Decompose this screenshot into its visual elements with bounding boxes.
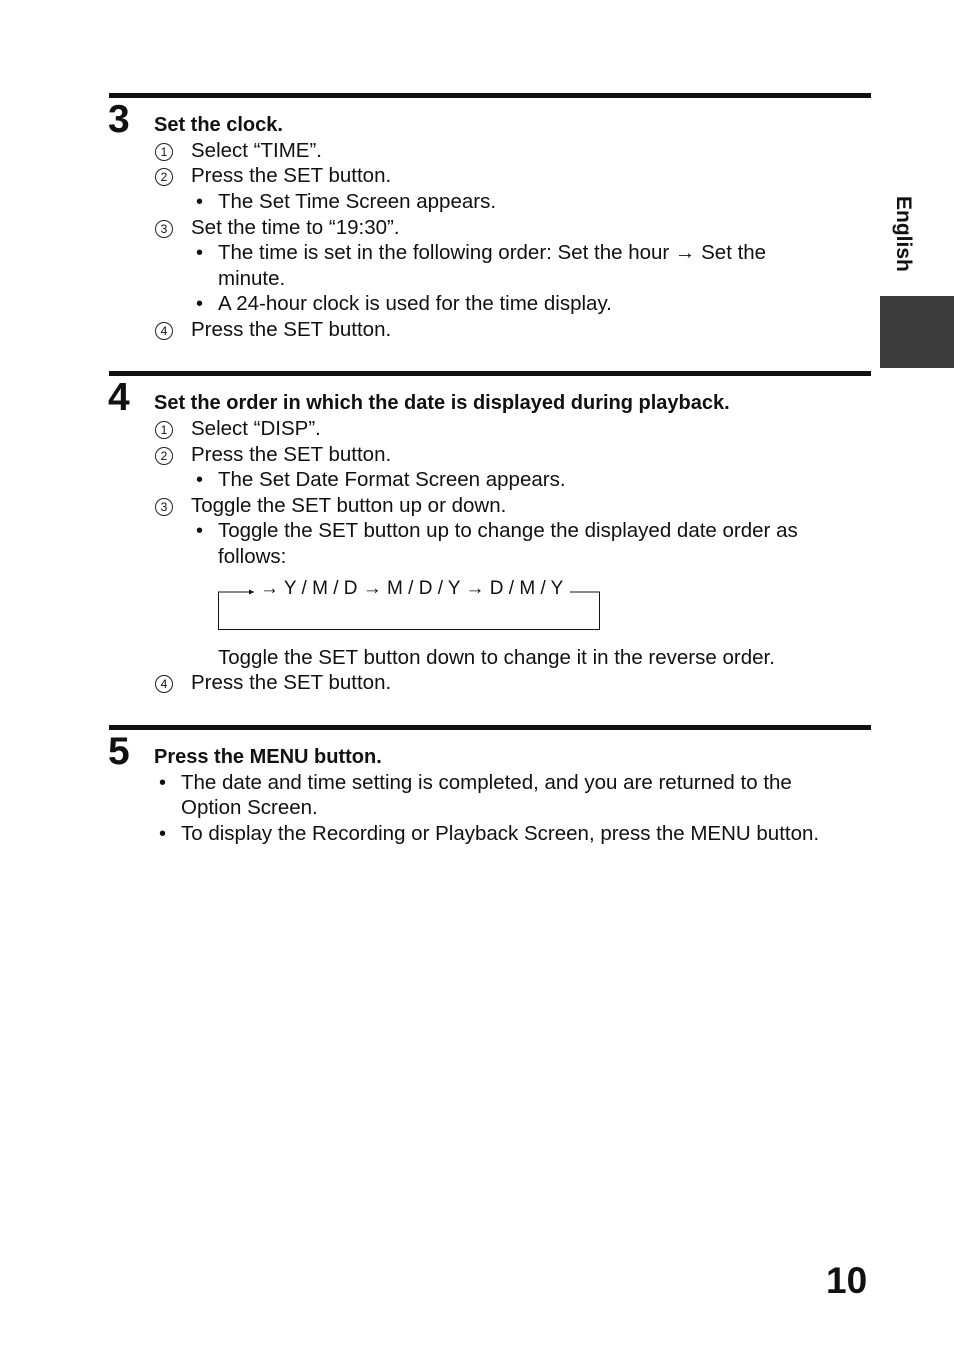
step-3-number: 3: [108, 98, 130, 141]
bullet-dot: •: [196, 520, 204, 542]
step-4-substep-1: Select “DISP”.: [191, 417, 321, 440]
bullet-dot: •: [159, 772, 167, 794]
step-3-note-24-hour: A 24-hour clock is used for the time display.: [218, 292, 612, 315]
bullet-dot: •: [196, 469, 204, 491]
step-3-divider: [109, 93, 871, 98]
date-order-sequence: → Y / M / D → M / D / Y → D / M / Y: [256, 579, 567, 598]
circled-number-3: 3: [155, 220, 173, 238]
bullet-dot: •: [196, 242, 204, 264]
step-5-divider: [109, 725, 871, 730]
circled-number-1: 1: [155, 143, 173, 161]
bullet-dot: •: [196, 293, 204, 315]
step-3-substep-3: Set the time to “19:30”.: [191, 216, 400, 239]
circled-number-2: 2: [155, 168, 173, 186]
bullet-dot: •: [196, 191, 204, 213]
circled-number-1: 1: [155, 421, 173, 439]
step-3-title: Set the clock.: [154, 114, 283, 136]
step-5-title: Press the MENU button.: [154, 746, 382, 768]
step-5-number: 5: [108, 730, 130, 773]
step-3-substep-2: Press the SET button.: [191, 164, 392, 187]
circled-number-4: 4: [155, 322, 173, 340]
step-5-note-menu-button: To display the Recording or Playback Screen, press the MENU button.: [181, 822, 820, 845]
step-4-note-toggle-up-line-2: follows:: [218, 545, 287, 568]
circled-number-2: 2: [155, 447, 173, 465]
step-5-note-completed-line-1: The date and time setting is completed, and you are returned to the: [181, 771, 792, 794]
step-3-note-set-time-screen: The Set Time Screen appears.: [218, 190, 497, 213]
step-3-note-order-line-1: The time is set in the following order: Set the hour → Set the: [218, 241, 767, 264]
step-4-note-toggle-up-line-1: Toggle the SET button up to change the displayed date order as: [218, 519, 798, 542]
step-4-substep-2: Press the SET button.: [191, 443, 392, 466]
step-4-divider: [109, 371, 871, 376]
step-3-note-order-line-2: minute.: [218, 267, 286, 290]
language-tab-block: [880, 296, 954, 368]
step-4-title: Set the order in which the date is displayed during playback.: [154, 392, 730, 414]
bullet-dot: •: [159, 823, 167, 845]
circled-number-4: 4: [155, 675, 173, 693]
cycle-arrowhead: [249, 590, 254, 595]
step-3-substep-1: Select “TIME”.: [191, 139, 322, 162]
step-4-substep-3: Toggle the SET button up or down.: [191, 494, 507, 517]
language-tab-label: English: [892, 196, 915, 272]
step-3-substep-4: Press the SET button.: [191, 318, 392, 341]
circled-number-3: 3: [155, 498, 173, 516]
step-4-note-toggle-down: Toggle the SET button down to change it in the reverse order.: [218, 646, 775, 669]
step-4-number: 4: [108, 376, 130, 419]
step-4-note-date-format-screen: The Set Date Format Screen appears.: [218, 468, 566, 491]
step-4-substep-4: Press the SET button.: [191, 671, 392, 694]
page-number: 10: [826, 1260, 868, 1301]
step-5-note-completed-line-2: Option Screen.: [181, 796, 318, 819]
